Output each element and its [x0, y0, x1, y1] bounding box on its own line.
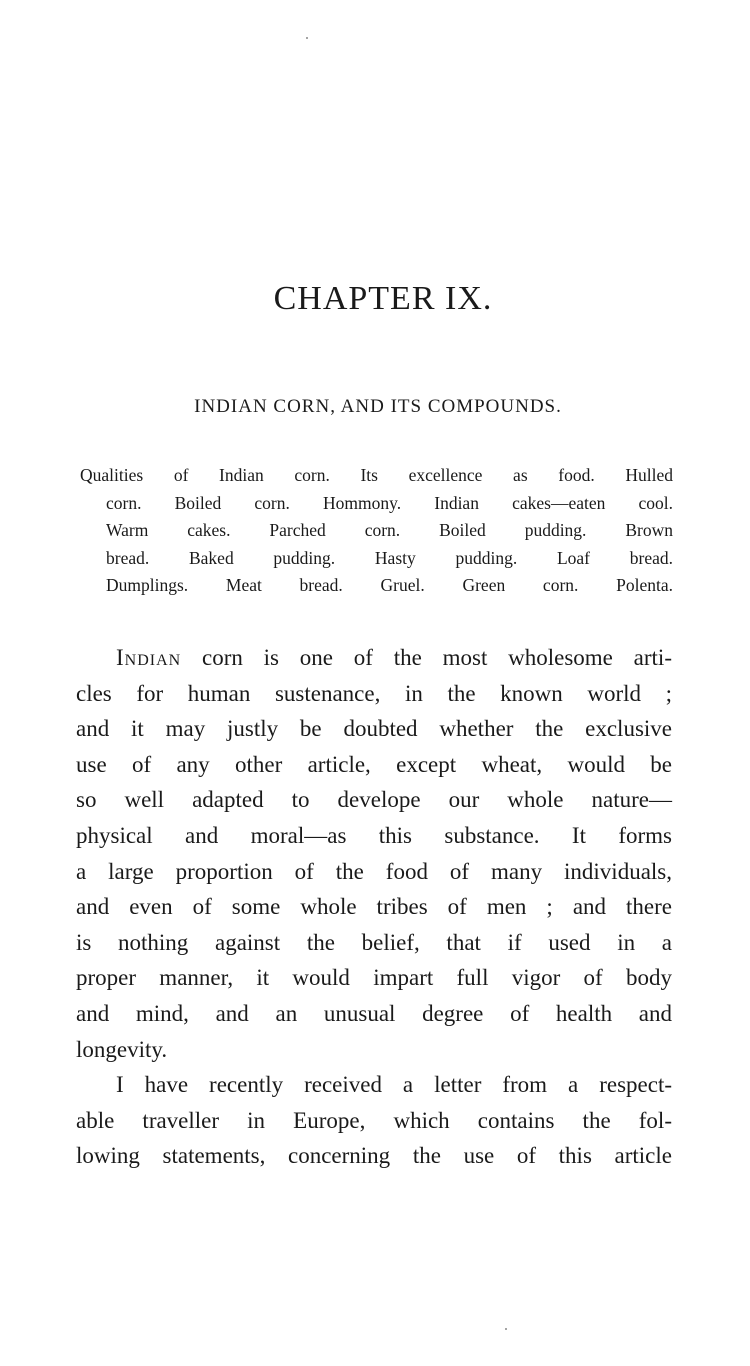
paragraph-line: physical and moral—as this substance. It forms: [76, 822, 672, 848]
paragraph-line: use of any other article, except wheat, would be: [76, 751, 672, 777]
lead-word: Indian: [116, 645, 182, 670]
paragraph-line: so well adapted to develope our whole nature—: [76, 787, 672, 813]
paragraph-line-text: corn is one of the most wholesome arti-: [181, 645, 672, 670]
paragraph-line: I have recently received a letter from a respect-: [116, 1072, 672, 1098]
synopsis-line: Qualities of Indian corn. Its excellence as food. Hulled: [80, 465, 673, 485]
synopsis-line: Warm cakes. Parched corn. Boiled pudding. Brown: [106, 520, 673, 540]
paragraph-line: able traveller in Europe, which contains the fol-: [76, 1107, 672, 1133]
body-text: [76, 640, 672, 1174]
paragraph-line: cles for human sustenance, in the known world ;: [76, 680, 672, 706]
paragraph-line: proper manner, it would impart full vigor of body: [76, 965, 672, 991]
paragraph-line: a large proportion of the food of many individuals,: [76, 858, 672, 884]
chapter-synopsis: [80, 462, 673, 600]
paragraph-line: [76, 640, 672, 676]
chapter-title: CHAPTER IX.: [273, 280, 493, 317]
chapter-heading: INDIAN CORN, AND ITS COMPOUNDS.: [194, 396, 562, 417]
paragraph-line: is nothing against the belief, that if used in a: [76, 929, 672, 955]
synopsis-line: Dumplings. Meat bread. Gruel. Green corn. Polenta.: [106, 575, 673, 595]
page-speck: [306, 37, 308, 39]
paragraph-line: and it may justly be doubted whether the exclusive: [76, 716, 672, 742]
paragraph-line: and mind, and an unusual degree of health and: [76, 1000, 672, 1026]
paragraph-line: lowing statements, concerning the use of this article: [76, 1143, 672, 1169]
paragraph-line: longevity.: [76, 1036, 168, 1062]
page-speck: [505, 1328, 507, 1330]
paragraph-line: and even of some whole tribes of men ; and there: [76, 894, 672, 920]
synopsis-line: corn. Boiled corn. Hommony. Indian cakes—eaten cool.: [106, 492, 673, 513]
synopsis-line: bread. Baked pudding. Hasty pudding. Loaf bread.: [106, 547, 673, 568]
